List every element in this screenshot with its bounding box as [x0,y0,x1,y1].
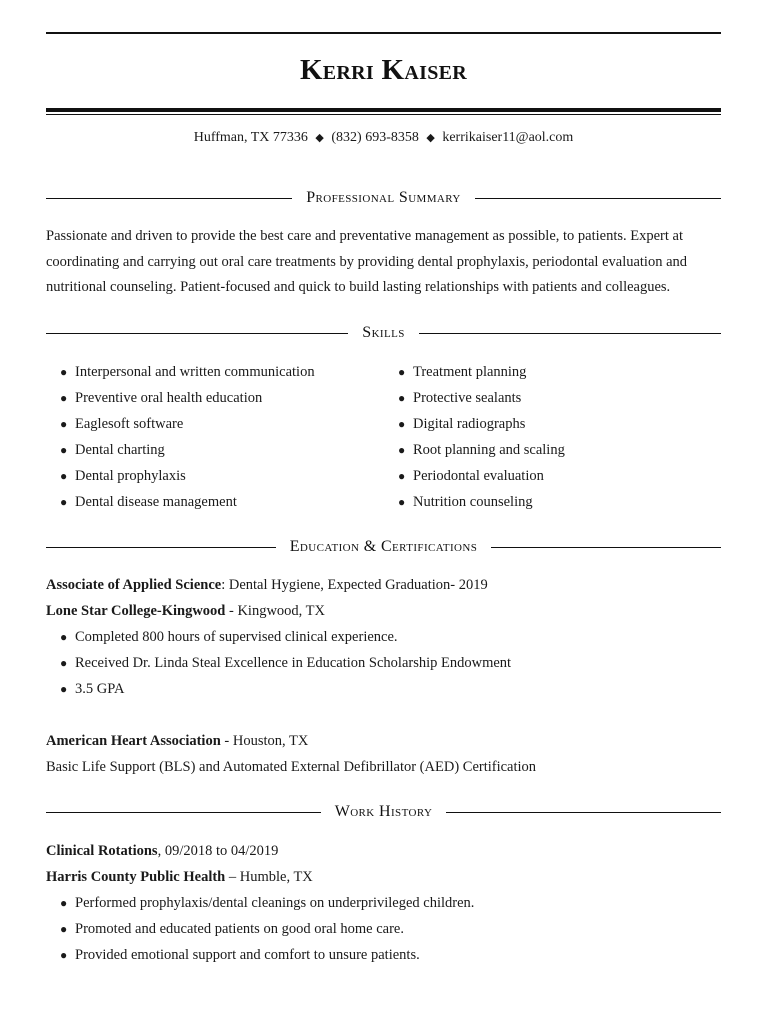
bullet-icon: ● [398,365,406,379]
skill-item [398,411,565,437]
education-bullet-text: Received Dr. Linda Steal Excellence in Education Scholarship Endowment [75,655,512,671]
contact-phone: (832) 693-8358 [331,130,419,145]
section-header-skills [46,323,721,343]
bullet-icon: ● [60,896,68,910]
skill-text: Preventive oral health education [75,390,263,406]
degree-name: Associate of Applied Science [46,577,222,593]
section-header-education [46,537,721,557]
skill-text: Dental disease management [75,494,237,510]
school-name: Lone Star College-Kingwood [46,603,226,619]
bullet-icon: ● [60,417,68,431]
skill-text: Treatment planning [413,364,527,380]
skill-item [60,385,315,411]
work-bullet-item [60,890,474,916]
bullet-icon: ● [60,630,68,644]
work-bullet-text: Performed prophylaxis/dental cleanings on underprivileged children. [75,895,475,911]
section-title: Skills [362,324,405,341]
section-rule [46,333,348,334]
role-dates: , 09/2018 to 04/2019 [157,843,279,859]
header-rule-thin [46,114,721,115]
education-bullet-text: 3.5 GPA [75,681,125,697]
bullet-icon: ● [60,391,68,405]
section-rule [491,547,721,548]
summary-line: Passionate and driven to provide the best care and preventative management as possible, to patients. Expert at [46,228,683,244]
section-rule [46,198,292,199]
skill-text: Nutrition counseling [413,494,533,510]
employer-name: Harris County Public Health [46,869,226,885]
role-name: Clinical Rotations [46,843,158,859]
school-line [46,598,325,624]
skill-item [60,411,315,437]
skill-item [398,463,565,489]
work-bullets [60,890,474,968]
employer-location: – Humble, TX [225,869,313,885]
skill-text: Root planning and scaling [413,442,565,458]
section-header-work [46,802,721,822]
diamond-icon: ◆ [426,132,435,144]
skill-text: Dental prophylaxis [75,468,186,484]
employer-line [46,864,313,890]
bullet-icon: ● [398,495,406,509]
bullet-icon: ● [398,469,406,483]
summary-paragraph [46,224,721,301]
section-title: Education & Certifications [289,538,478,555]
work-bullet-item [60,916,474,942]
education-bullets [60,624,511,702]
contact-email[interactable]: kerrikaiser11@aol.com [442,130,574,145]
section-title: Professional Summary [306,189,461,206]
cert-org-name: American Heart Association [46,733,221,749]
top-rule [46,32,721,34]
school-location: - Kingwood, TX [225,603,325,619]
work-bullet-text: Promoted and educated patients on good oral home care. [75,921,404,937]
bullet-icon: ● [60,365,68,379]
skill-text: Protective sealants [413,390,522,406]
section-rule [46,547,276,548]
education-bullet-item [60,624,511,650]
skills-column-right [398,359,565,515]
skill-text: Eaglesoft software [75,416,184,432]
bullet-icon: ● [60,682,68,696]
section-header-summary [46,188,721,208]
cert-org-line [46,728,308,754]
bullet-icon: ● [398,417,406,431]
skill-item [398,489,565,515]
skill-item [60,489,315,515]
education-bullet-text: Completed 800 hours of supervised clinical experience. [75,629,398,645]
cert-org-location: - Houston, TX [220,733,309,749]
diamond-icon: ◆ [315,132,324,144]
contact-line [46,130,721,146]
header-rule-thick [46,108,721,112]
summary-line: nutritional counseling. Patient-focused and quick to build lasting relationships with patients and colleagues. [46,279,671,295]
work-bullet-text: Provided emotional support and comfort to unsure patients. [75,947,420,963]
section-rule [46,812,321,813]
skill-item [398,385,565,411]
bullet-icon: ● [60,656,68,670]
work-bullet-item [60,942,474,968]
skill-item [398,437,565,463]
summary-line: coordinating and carrying out oral care treatments by providing dental prophylaxis, periodontal evaluation and [46,253,688,270]
skill-item [60,437,315,463]
skills-column-left [60,359,315,515]
skill-text: Periodontal evaluation [413,468,544,484]
bullet-icon: ● [60,469,68,483]
skill-item [398,359,565,385]
section-rule [446,812,721,813]
section-title: Work History [334,803,433,820]
skill-text: Dental charting [75,442,165,458]
skill-item [60,463,315,489]
bullet-icon: ● [398,391,406,405]
education-bullet-item [60,650,511,676]
bullet-icon: ● [60,495,68,509]
bullet-icon: ● [60,948,68,962]
education-bullet-item [60,676,511,702]
bullet-icon: ● [60,922,68,936]
section-rule [475,198,721,199]
section-rule [419,333,721,334]
skill-item [60,359,315,385]
degree-line [46,572,488,598]
skill-text: Digital radiographs [413,416,526,432]
bullet-icon: ● [398,443,406,457]
contact-location: Huffman, TX 77336 [193,130,308,145]
bullet-icon: ● [60,443,68,457]
cert-detail: Basic Life Support (BLS) and Automated External Defibrillator (AED) Certification [46,759,537,775]
skill-text: Interpersonal and written communication [75,364,315,380]
candidate-name: Kerri Kaiser [299,54,468,86]
role-line [46,838,278,864]
degree-detail: : Dental Hygiene, Expected Graduation- 2019 [221,577,488,593]
